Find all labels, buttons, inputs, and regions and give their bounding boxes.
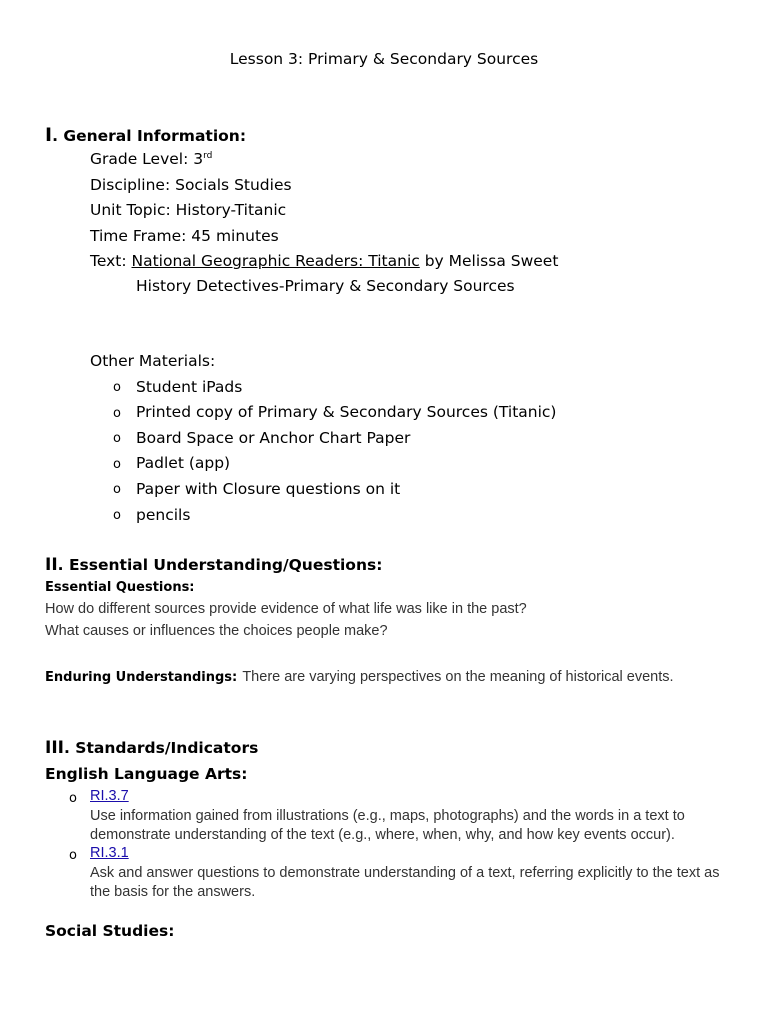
text-label: Text: bbox=[90, 252, 132, 270]
section-title: Standards/Indicators bbox=[75, 739, 259, 757]
grade-level bbox=[90, 150, 212, 168]
grade-level-sup: rd bbox=[203, 150, 213, 161]
section-essential-heading bbox=[45, 555, 382, 575]
list-item: Paper with Closure questions on it bbox=[136, 480, 401, 498]
section-standards-heading bbox=[45, 738, 258, 758]
materials-label: Other Materials: bbox=[90, 352, 216, 370]
enduring-understandings-text: There are varying perspectives on the meaning of historical events. bbox=[242, 669, 674, 685]
text-second: History Detectives-Primary & Secondary Sources bbox=[136, 277, 515, 295]
list-item: Student iPads bbox=[136, 378, 243, 396]
essential-questions-label: Essential Questions: bbox=[45, 580, 195, 595]
essential-question: How do different sources provide evidence of what life was like in the past? bbox=[45, 601, 527, 617]
text-line bbox=[90, 252, 558, 270]
section-general-heading bbox=[45, 124, 246, 146]
text-author: by Melissa Sweet bbox=[419, 252, 559, 270]
list-bullet: o bbox=[113, 508, 121, 523]
text-title: National Geographic Readers: Titanic bbox=[131, 252, 420, 270]
standard-description: Ask and answer questions to demonstrate understanding of a text, referring explicitly to the text as the basis for the answers. bbox=[90, 865, 720, 900]
list-bullet: o bbox=[113, 457, 121, 472]
list-bullet: o bbox=[69, 848, 77, 863]
list-item: pencils bbox=[136, 506, 191, 524]
section-numeral: III bbox=[45, 738, 64, 758]
section-numeral: II bbox=[45, 555, 58, 575]
essential-question: What causes or influences the choices people make? bbox=[45, 623, 388, 639]
standard-link-ri37[interactable]: RI.3.7 bbox=[90, 788, 129, 804]
section-title: Essential Understanding/Questions: bbox=[68, 556, 383, 574]
time-frame: Time Frame: 45 minutes bbox=[90, 227, 279, 245]
section-dot: . bbox=[63, 739, 70, 757]
list-bullet: o bbox=[113, 380, 121, 395]
unit-topic: Unit Topic: History-Titanic bbox=[90, 201, 287, 219]
document-title: Lesson 3: Primary & Secondary Sources bbox=[229, 50, 539, 68]
enduring-understandings bbox=[45, 666, 674, 685]
section-dot: . bbox=[57, 556, 64, 574]
enduring-understandings-label: Enduring Understandings: bbox=[45, 670, 238, 685]
standard-link-ri31[interactable]: RI.3.1 bbox=[90, 845, 129, 861]
section-title: General Information: bbox=[63, 127, 247, 145]
standard-description: Use information gained from illustrations (e.g., maps, photographs) and the words in a text to demonstrate understanding of the text (e.g., where, when, why, and how key events occur). bbox=[90, 808, 685, 843]
ela-label: English Language Arts: bbox=[45, 765, 248, 783]
discipline: Discipline: Socials Studies bbox=[90, 176, 292, 194]
list-bullet: o bbox=[113, 406, 121, 421]
social-studies-label: Social Studies: bbox=[45, 922, 175, 940]
section-dot: . bbox=[52, 127, 58, 145]
list-item: Printed copy of Primary & Secondary Sources (Titanic) bbox=[136, 403, 557, 421]
list-bullet: o bbox=[113, 482, 121, 497]
list-bullet: o bbox=[69, 791, 77, 806]
list-item: Board Space or Anchor Chart Paper bbox=[136, 429, 411, 447]
section-numeral: I bbox=[45, 124, 53, 146]
grade-level-text: Grade Level: 3 bbox=[90, 150, 204, 168]
list-bullet: o bbox=[113, 431, 121, 446]
list-item: Padlet (app) bbox=[136, 454, 231, 472]
